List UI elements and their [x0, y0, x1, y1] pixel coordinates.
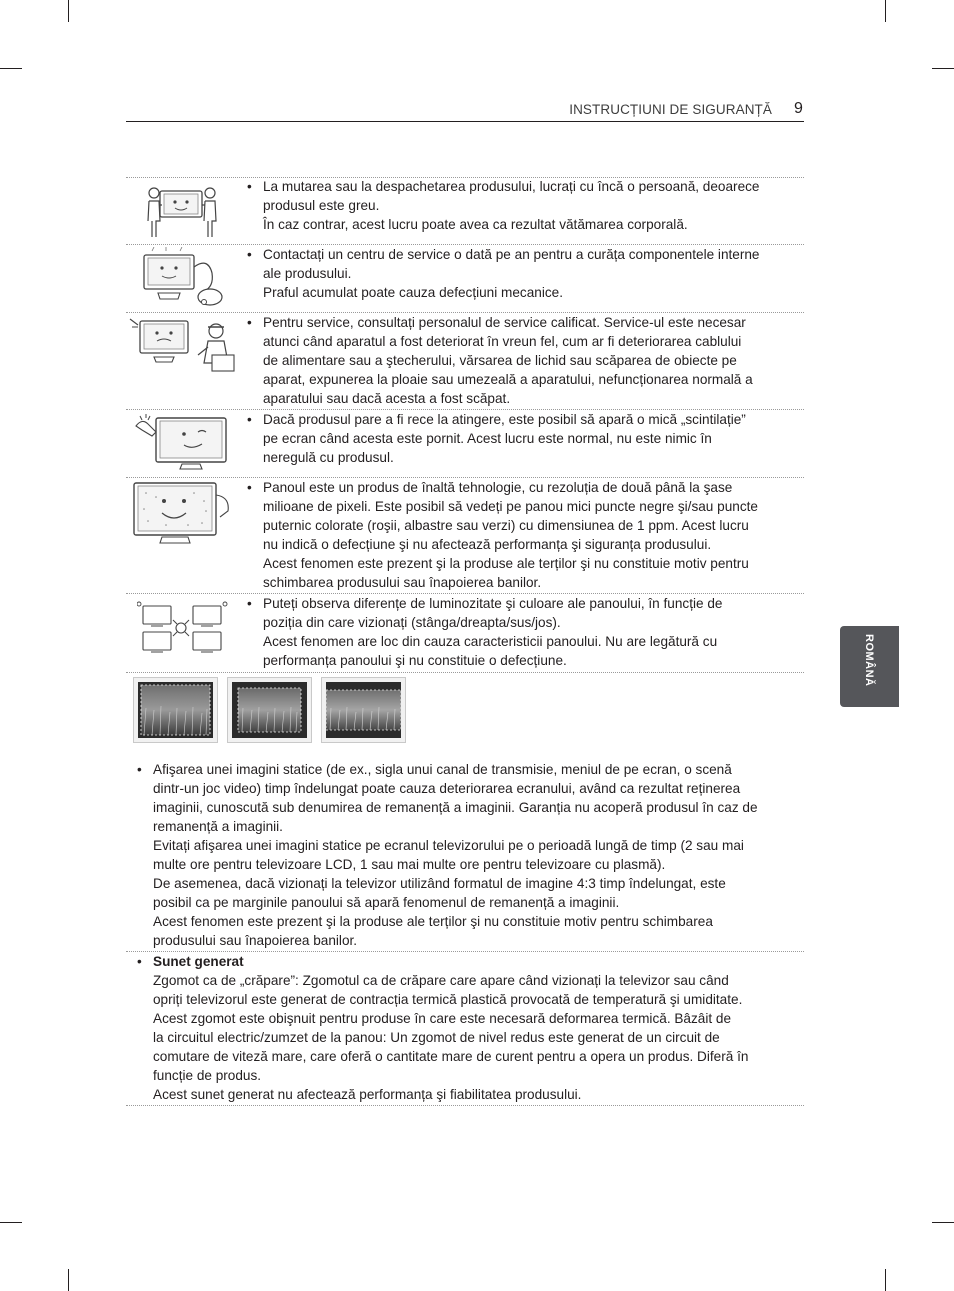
two-people-carrying-tv-icon — [146, 181, 218, 241]
service-technician-icon — [128, 315, 240, 377]
tv-touch-spark-icon — [132, 412, 234, 474]
list-item: • La mutarea sau la despachetarea produsului, lucrați cu încă o persoană, deoarece produsul este greu. În caz contrar, acest lucru poate avea ca rezultat vătămarea corporală. — [247, 179, 760, 232]
table-rule — [126, 672, 804, 673]
generated-sound-note: • Sunet generat Zgomot ca de „crăpare”: Zgomotul ca de crăpare care apare când vizionați la televizor sau când opriți televizorul este generat de contracția termică plastică provocată de temperatură şi umiditate. Acest zgomot este obişnuit pentru produse în care este necesară deformarea termică. Bâzâit de la circuitul electric/zumzet de la panou: Un zgomot de nivel redus este generat de un circuit de comutare de viteză mare, care oferă o cantitate mare de curent pentru a opera un produs. Diferă în funcție de produs. Acest sunet generat nu afectează performanța şi fiabilitatea produsului. — [137, 954, 749, 1102]
crop-mark — [932, 1222, 954, 1223]
list-item: • Puteți observa diferențe de luminozitate şi culoare ale panoului, în funcție de poziția din care vizionați (stânga/dreapta/sus/jos). Acest fenomen are loc din cauza caracteristicii panoului. Nu are legătură cu performanța panoului şi nu constituie o defecțiune. — [247, 596, 723, 668]
crop-mark — [0, 1222, 22, 1223]
crop-mark — [885, 0, 886, 22]
language-side-tab — [840, 626, 899, 707]
header-rule — [126, 121, 804, 122]
crop-mark — [0, 68, 22, 69]
image-retention-photo-2 — [227, 677, 312, 743]
bullet: • — [137, 762, 142, 777]
tv-viewing-angles-icon — [137, 600, 229, 658]
bullet: • — [137, 954, 142, 969]
list-item: • Panoul este un produs de înaltă tehnologie, cu rezoluția de două până la şase milioane de pixeli. Este posibil să vedeți pe panou mici puncte negre şi/sau puncte puternic colorate (roşii, albastre sau verzi) cu dimensiunea de 1 ppm. Acest lucru nu indică o defecțiune şi nu afectează performanța şi siguranța produsului. Acest fenomen este prezent şi la produse ale terților şi nu constituie motiv pentru schimbarea produsului sau înapoierea banilor. — [247, 480, 758, 590]
bullet: • — [247, 596, 252, 611]
image-retention-photo-1 — [133, 677, 218, 743]
bullet: • — [247, 480, 252, 495]
crop-mark — [932, 68, 954, 69]
language-side-tab-label: ROMÂNĂ — [863, 634, 875, 687]
tv-vacuum-cleaner-icon — [138, 247, 228, 309]
list-item: • Pentru service, consultați personalul de service calificat. Service-ul este necesar atunci când aparatul a fost deteriorat în vreun fel, cum ar fi deteriorarea cablului de alimentare sau a ştecherului, vărsarea de lichid sau scăparea de obiecte pe aparat, expunerea la ploaie sau umezeală a aparatului, nefuncționarea normală a aparatului sau dacă acesta a fost scăpat. — [247, 315, 753, 406]
bullet: • — [247, 315, 252, 330]
bullet: • — [247, 412, 252, 427]
image-retention-note: • Afişarea unei imagini statice (de ex., sigla unui canal de transmisie, meniul de pe ecran, o scenă dintr-un joc video) timp îndelungat poate cauza deteriorarea ecranului, având ca rezultat reținerea imaginii, cunoscută sub denumirea de remanență a imaginii. Garanția nu acoperă produsul în caz de remanență a imaginii. Evitați afişarea unei imagini statice pe ecranul televizorului pe o perioadă lungă de timp (2 sau mai multe ore pentru televizoare LCD, 1 sau mai multe ore pentru televizoare cu plasmă). De asemenea, dacă vizionați la televizor utilizând formatul de imagine 4:3 timp îndelungat, este posibil ca pe marginile panoului să apară fenomenul de remanență a imaginii. Acest fenomen este prezent şi la produse ale terților şi nu constituie motiv pentru schimbarea produsului sau înapoierea banilor. — [137, 762, 758, 948]
section-rule — [126, 1105, 804, 1106]
page-number: 9 — [794, 100, 803, 117]
bullet: • — [247, 247, 252, 262]
image-retention-photo-3 — [321, 677, 406, 743]
tv-pixel-dots-icon — [132, 481, 236, 547]
list-item: • Dacă produsul pare a fi rece la atingere, este posibil să apară o mică „scintilație” pe ecran când acesta este pornit. Acest lucru este normal, nu este nimic în neregulă cu produsul. — [247, 412, 746, 465]
crop-mark — [68, 0, 69, 22]
generated-sound-heading: Sunet generat — [153, 954, 244, 969]
list-item: • Contactați un centru de service o dată pe an pentru a curăța componentele interne ale produsului. Praful acumulat poate cauza defecțiuni mecanice. — [247, 247, 760, 300]
crop-mark — [68, 1269, 69, 1291]
crop-mark — [885, 1269, 886, 1291]
bullet: • — [247, 179, 252, 194]
page-header-title: INSTRUCȚIUNI DE SIGURANȚĂ — [569, 102, 772, 117]
